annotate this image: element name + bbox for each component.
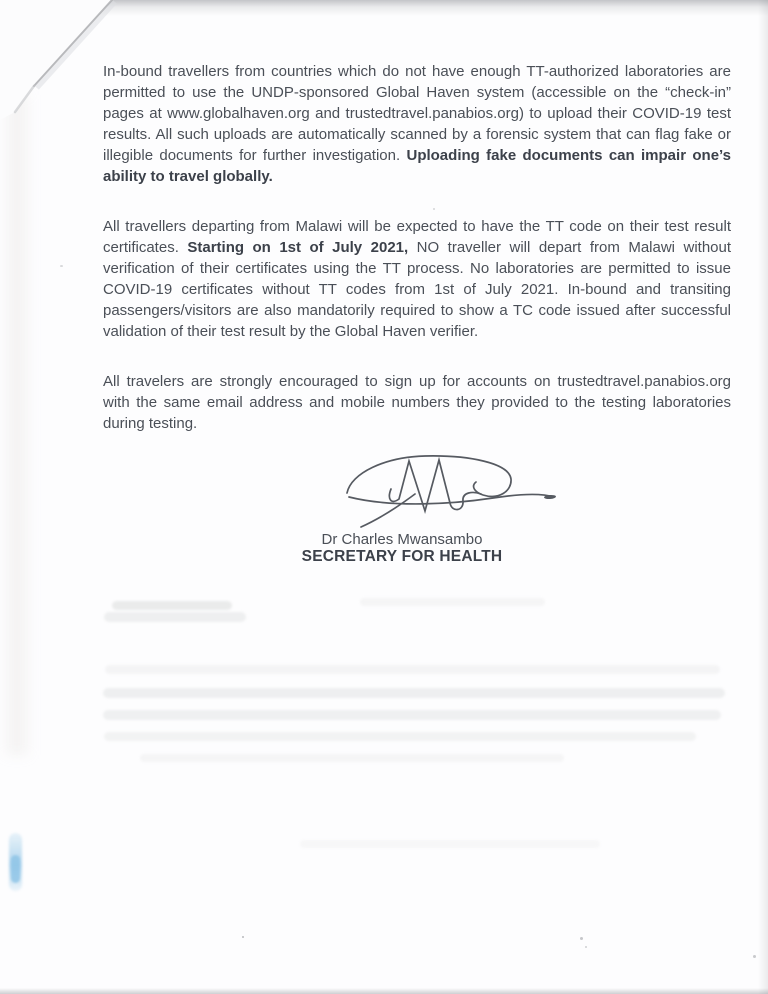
blue-ink-smudge-core — [11, 855, 20, 883]
paragraph-text: All travellers departing from Malawi will be expected to have the TT code on their test result certificates. — [103, 218, 731, 256]
bleed-through-artifact — [104, 732, 696, 741]
letter-paragraph-3 — [103, 371, 731, 434]
bleed-through-artifact — [103, 688, 725, 698]
paragraph-text-bold: Starting on 1st of July 2021, — [187, 239, 409, 256]
bleed-through-artifact — [300, 840, 600, 848]
bleed-through-artifact — [104, 612, 246, 622]
signatory-name: Dr Charles Mwansambo — [321, 531, 483, 548]
signatory-title: SECRETARY FOR HEALTH — [301, 548, 503, 565]
bleed-through-artifact — [103, 710, 721, 720]
scan-speck — [433, 208, 435, 210]
signature-scribble — [333, 447, 561, 533]
scan-speck — [60, 265, 63, 267]
bleed-through-artifact — [140, 754, 564, 762]
paragraph-text-bold: Uploading fake documents can impair one’s ability to travel globally. — [103, 147, 731, 185]
bleed-through-artifact — [105, 665, 720, 674]
paragraph-text: In-bound travellers from countries which do not have enough TT-authorized laboratories are permitted to use the UNDP-sponsored Global Haven system (accessible on the “check-in” pages at www.globalhaven.org and trustedtravel.panabios.org) to upload their COVID-19 test results. All such uploads are automatically scanned by a forensic system that can flag fake or illegible documents for further investigation. — [103, 63, 731, 164]
letter-paragraph-2 — [103, 216, 731, 342]
scan-left-shading — [6, 95, 28, 755]
scan-right-edge-shadow — [758, 0, 768, 994]
paragraph-text: All travelers are strongly encouraged to sign up for accounts on trustedtravel.panabios.org with the same email address and mobile numbers they provided to the testing laboratories during testing. — [103, 373, 731, 432]
scan-speck — [753, 955, 756, 958]
bleed-through-artifact — [112, 601, 232, 610]
paragraph-text: NO traveller will depart from Malawi without verification of their certificates using the TT process. No laboratories are permitted to issue COVID-19 certificates without TT codes from 1st of July 2021. In-bound and transiting passengers/visitors are also mandatorily required to show a TC code issued after successful validation of their test result by the Global Haven verifier. — [103, 239, 732, 340]
letter-body — [103, 61, 731, 463]
scan-speck — [242, 936, 244, 938]
scan-speck — [585, 946, 587, 948]
letter-paragraph-1 — [103, 61, 731, 187]
scan-speck — [580, 937, 583, 940]
bleed-through-artifact — [360, 598, 545, 606]
scan-bottom-edge-shadow — [0, 988, 768, 994]
